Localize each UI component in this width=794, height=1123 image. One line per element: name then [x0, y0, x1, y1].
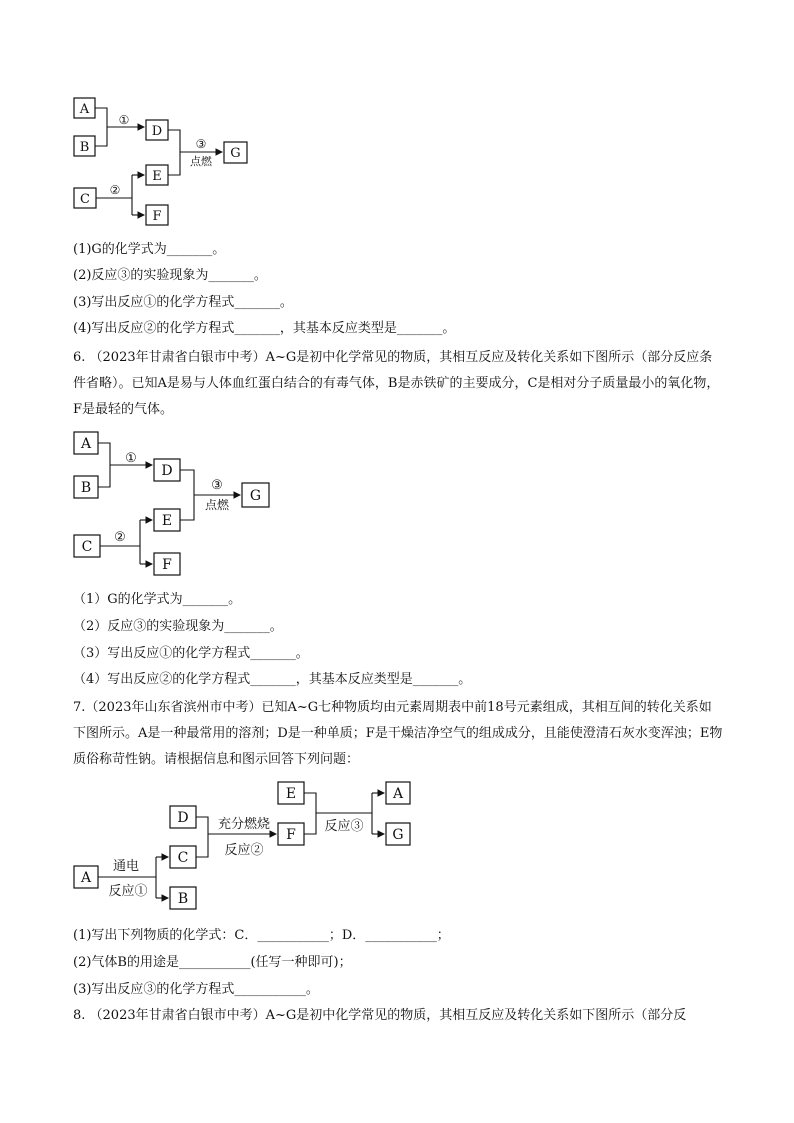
box-d-label: D — [177, 810, 189, 826]
box-c-label: C — [81, 539, 93, 555]
reaction-2-label: ② — [114, 530, 126, 545]
box-d-label: D — [151, 124, 163, 139]
q7-item-1: (1)写出下列物质的化学式：C．___________；D．___________； — [73, 928, 450, 943]
box-g-label: G — [249, 488, 262, 504]
q5-item-3: (3)写出反应①的化学方程式_______。 — [73, 295, 293, 310]
q5-item-1: (1)G的化学式为_______。 — [73, 242, 226, 257]
combustion-label: 充分燃烧 — [217, 817, 271, 832]
q6-stem: 6. （2023年甘肃省白银市中考）A~G是初中化学常见的物质，其相互反应及转化关系如下图所示（部分反应条件省略）。已知A是易与人体血红蛋白结合的有毒气体，B是赤铁矿的主要成分，C是相对分子质量最小的氧化物，F是最轻的气体。 — [73, 350, 720, 417]
box-e-label: E — [152, 169, 162, 184]
box-a-label: A — [79, 102, 90, 117]
box-c-label: C — [177, 850, 189, 866]
box-f-label: F — [152, 209, 162, 224]
box-b-label: B — [79, 140, 90, 155]
box-b-label: B — [80, 480, 92, 496]
ignition-label: 点燃 — [204, 498, 230, 512]
box-d-label: D — [161, 463, 173, 479]
q5-item-2: (2)反应③的实验现象为_______。 — [73, 268, 267, 283]
box-a-product-label: A — [392, 786, 404, 802]
reaction-2-label: 反应② — [224, 843, 264, 858]
q8-stem: 8. （2023年甘肃省白银市中考）A~G是初中化学常见的物质，其相互反应及转化关系如下图所示（部分反 — [73, 1008, 687, 1023]
reaction-1-label: 反应① — [108, 884, 148, 899]
box-a-label: A — [80, 870, 92, 886]
reaction-diagram-2 — [60, 428, 280, 583]
reaction-1-label: ① — [125, 451, 137, 466]
q7-item-2: (2)气体B的用途是___________(任写一种即可)； — [73, 955, 352, 970]
q6-item-2: （2）反应③的实验现象为_______。 — [73, 619, 283, 634]
q6-item-1: （1）G的化学式为_______。 — [73, 592, 242, 607]
box-f-label: F — [286, 827, 296, 843]
box-g-label: G — [392, 827, 404, 843]
box-a-label: A — [80, 436, 92, 452]
box-e-label: E — [285, 786, 297, 802]
box-f-label: F — [162, 557, 172, 573]
reaction-3-label: ③ — [211, 478, 223, 493]
q6-item-3: （3）写出反应①的化学方程式_______。 — [73, 646, 309, 661]
reaction-3-label: ③ — [195, 137, 207, 151]
reaction-diagram-1 — [60, 88, 260, 233]
reaction-3-label: 反应③ — [324, 819, 364, 834]
q5-item-4: (4)写出反应②的化学方程式_______，其基本反应类型是_______。 — [73, 321, 456, 336]
reaction-1-label: ① — [118, 113, 130, 127]
q6-item-4: （4）写出反应②的化学方程式_______，其基本反应类型是_______。 — [73, 672, 472, 687]
q7-stem: 7.（2023年山东省滨州市中考）已知A~G七种物质均由元素周期表中前18号元素组成，其相互间的转化关系如下图所示。A是一种最常用的溶剂；D是一种单质；F是干燥洁净空气的组成成分，且能使澄清石灰水变浑浊；E物质俗称苛性钠。请根据信息和图示回答下列问题： — [73, 700, 723, 767]
reaction-2-label: ② — [109, 183, 121, 197]
reaction-diagram-3 — [60, 776, 420, 916]
ignition-label: 点燃 — [190, 155, 212, 168]
q7-item-3: (3)写出反应③的化学方程式___________。 — [73, 982, 319, 997]
box-g-label: G — [230, 146, 241, 161]
box-e-label: E — [161, 513, 173, 529]
box-c-label: C — [80, 192, 90, 207]
box-b-label: B — [177, 891, 189, 907]
electrolysis-label: 通电 — [112, 859, 140, 874]
